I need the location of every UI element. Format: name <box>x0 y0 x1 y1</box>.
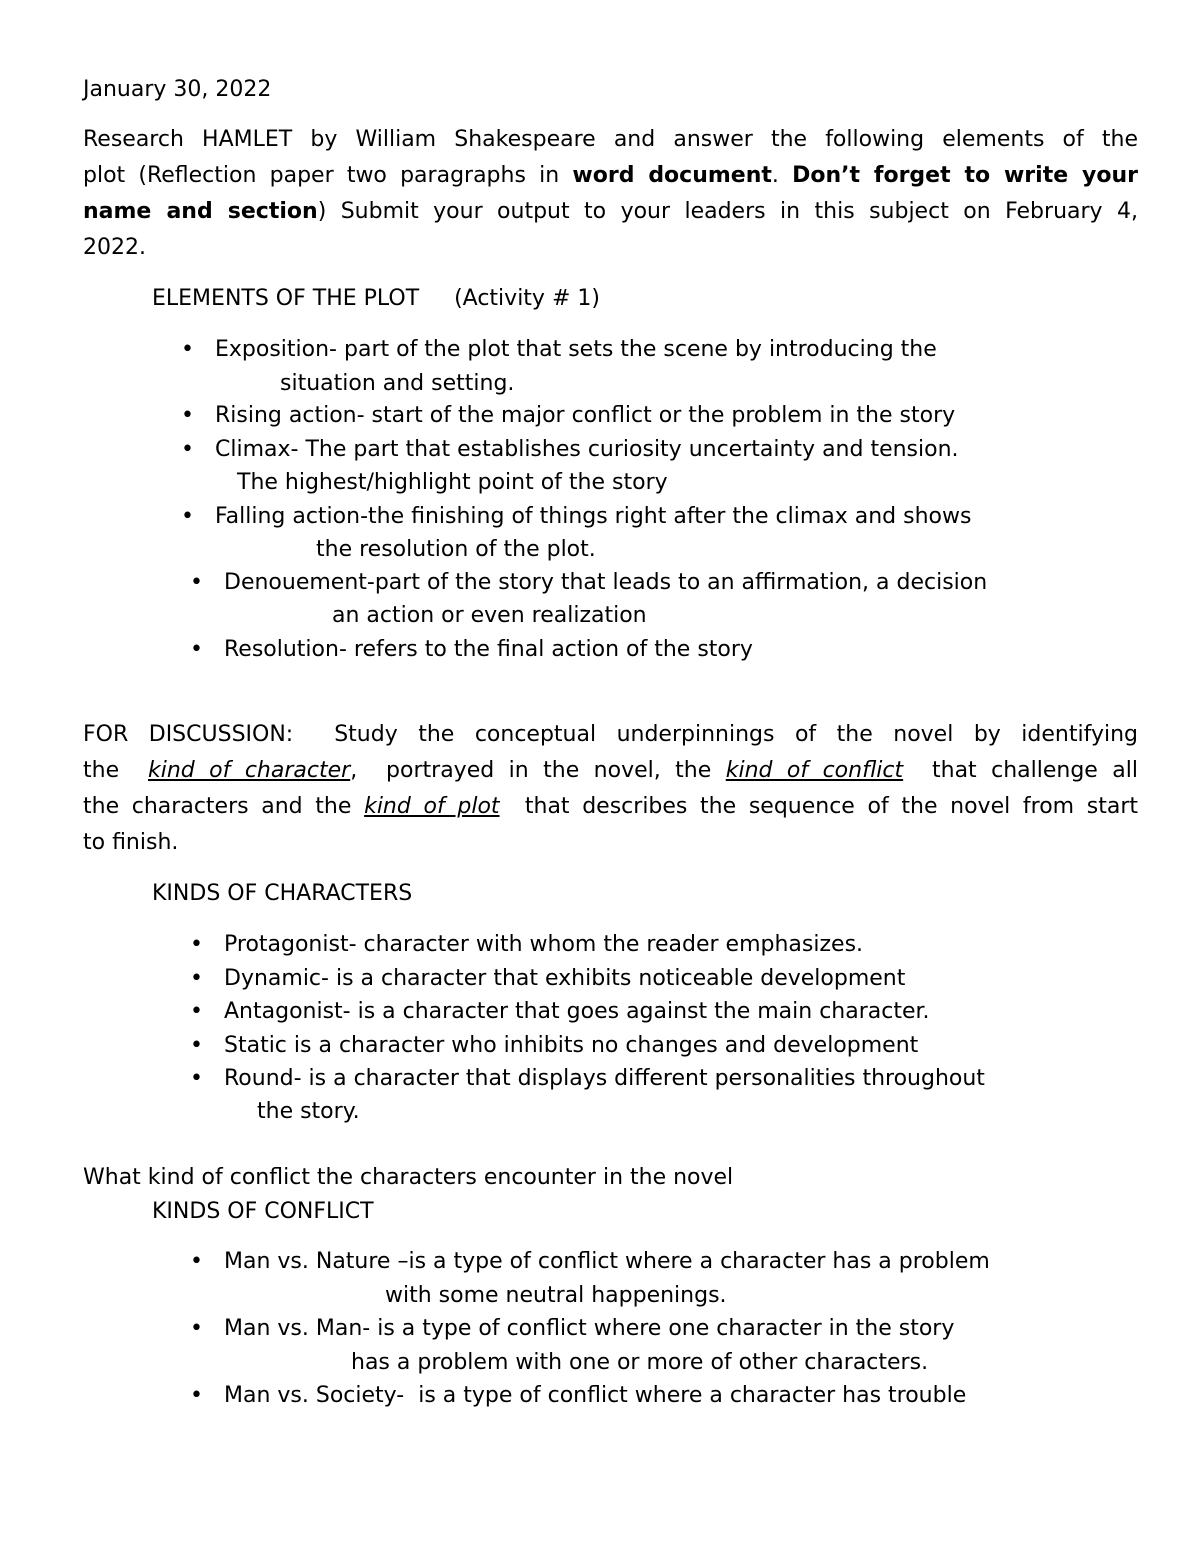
character-item-cont: the story. <box>257 1099 360 1124</box>
intro-line-3: name and section) Submit your output to your leaders in this subject on February 4, <box>83 199 1138 224</box>
plot-item-cont: the resolution of the plot. <box>316 537 596 562</box>
plot-item: • Exposition- part of the plot that sets the scene by introducing the <box>181 337 937 362</box>
plot-item: • Climax- The part that establishes curiosity uncertainty and tension. <box>181 437 959 462</box>
discussion-line-1: FOR DISCUSSION: Study the conceptual underpinnings of the novel by identifying <box>83 722 1138 747</box>
intro-line-4: 2022. <box>83 235 146 260</box>
conflict-question: What kind of conflict the characters encounter in the novel <box>83 1165 734 1190</box>
discussion-line-3: the characters and the kind of plot that describes the sequence of the novel from start <box>83 794 1138 819</box>
conflict-item-cont: with some neutral happenings. <box>385 1283 727 1308</box>
plot-item: • Rising action- start of the major conflict or the problem in the story <box>181 403 956 428</box>
characters-heading: KINDS OF CHARACTERS <box>152 881 413 906</box>
character-item: • Protagonist- character with whom the reader emphasizes. <box>190 932 864 957</box>
date: January 30, 2022 <box>83 77 272 102</box>
plot-item-cont: situation and setting. <box>280 371 515 396</box>
conflict-item: • Man vs. Society- is a type of conflict where a character has trouble <box>190 1383 967 1408</box>
plot-item-cont: The highest/highlight point of the story <box>237 470 668 495</box>
discussion-line-2: the kind of character, portrayed in the novel, the kind of conflict that challenge all <box>83 758 1138 783</box>
intro-line-2: plot (Reflection paper two paragraphs in word document. Don’t forget to write your <box>83 163 1138 188</box>
intro-line-1: Research HAMLET by William Shakespeare and answer the following elements of the <box>83 127 1138 152</box>
conflict-item: • Man vs. Nature –is a type of conflict where a character has a problem <box>190 1249 990 1274</box>
character-item: • Round- is a character that displays different personalities throughout <box>190 1066 985 1091</box>
conflict-item: • Man vs. Man- is a type of conflict where one character in the story <box>190 1316 955 1341</box>
plot-item: • Denouement-part of the story that leads to an affirmation, a decision <box>190 570 988 595</box>
discussion-line-4: to finish. <box>83 830 179 855</box>
plot-heading: ELEMENTS OF THE PLOT (Activity # 1) <box>152 286 600 311</box>
plot-item-cont: an action or even realization <box>332 603 647 628</box>
conflict-heading: KINDS OF CONFLICT <box>152 1199 374 1224</box>
character-item: • Antagonist- is a character that goes against the main character. <box>190 999 930 1024</box>
character-item: • Static is a character who inhibits no changes and development <box>190 1033 919 1058</box>
conflict-item-cont: has a problem with one or more of other characters. <box>351 1350 929 1375</box>
character-item: • Dynamic- is a character that exhibits noticeable development <box>190 966 906 991</box>
plot-item: • Falling action-the finishing of things right after the climax and shows <box>181 504 972 529</box>
plot-item: • Resolution- refers to the final action of the story <box>190 637 753 662</box>
